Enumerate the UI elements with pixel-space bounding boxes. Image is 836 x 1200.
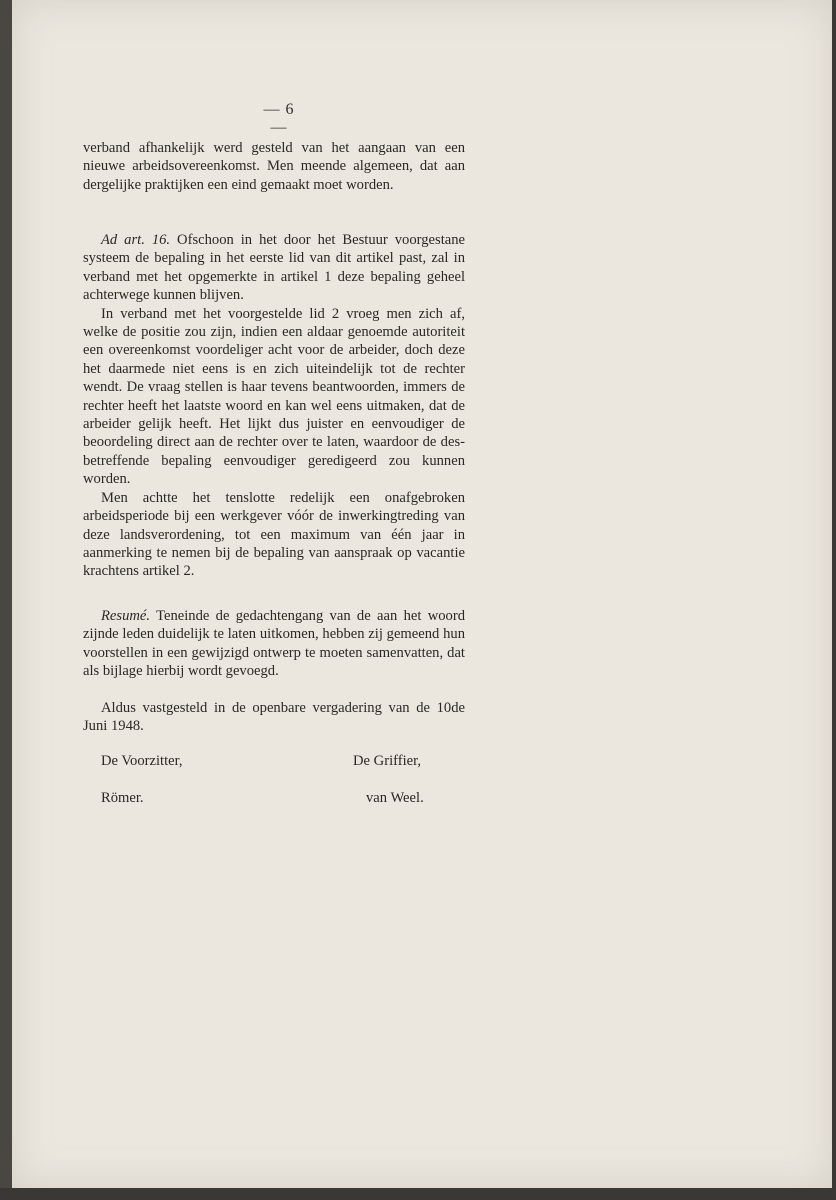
article-16-paragraph-1 (83, 231, 465, 305)
resume-text: Teneinde de gedachtengang van de aan het woord zijnde leden duidelijk te laten uitkomen, hebben zij gemeend hun voorstellen in een gewijzigd ontwerp te moeten samenvatten, dat als bijlage hierbij wordt gevoegd. (83, 608, 465, 680)
chairman-name: Römer. (101, 790, 144, 806)
continuation-paragraph: verband afhankelijk werd gesteld van het aangaan van een nieuwe arbeidsovereenkomst. Men meende algemeen, dat aan dergelijke praktijken een eind gemaakt moet worden. (83, 140, 465, 193)
continuation-block (83, 139, 465, 194)
article-16-paragraph-3: Men achtte het tenslotte redelijk een onafgebroken arbeidsperiode bij een werkgever vóór de inwerkingtreding van deze landsverordening, tot een maximum van één jaar in aanmerking te nemen bij de bepaling van aanspraak op vacantie krachtens artikel 2. (83, 489, 465, 580)
article-16-heading: Ad art. 16. (101, 232, 171, 248)
article-16-text-1: Ofschoon in het door het Bestuur voorgestane systeem de bepaling in het eerste lid van dit artikel past, zal in verband met het opgemerkte in artikel 1 deze bepaling geheel achterwege kunnen blijven. (83, 232, 466, 304)
page-number: — 6 — (263, 101, 295, 136)
resume-block (83, 607, 465, 681)
article-16-paragraph-2: In verband met het voorgestelde lid 2 vroeg men zich af, welke de positie zou zijn, indien een aldaar genoemde autoriteit een overeenkomst voordeliger acht voor de arbeider, doch deze het daarmede niet eens is en zich uiteindelijk tot de rechter wendt. De vraag stellen is haar tevens beantwoorden, immers de rechter heeft het laatste woord en kan wel eens uitmaken, dat de arbeider gelijk heeft. Het lijkt dus juister en eenvoudiger de beoordeling direct aan de rechter over te laten, waardoor de desbetreffende bepaling eenvoudiger geredigeerd zou kunnen worden. (83, 305, 465, 488)
closing-block (83, 699, 465, 736)
scan-edge-bottom (0, 1188, 836, 1200)
clerk-name: van Weel. (366, 790, 424, 806)
closing-paragraph: Aldus vastgesteld in de openbare vergadering van de 10de Juni 1948. (83, 700, 465, 735)
article-16-block (83, 231, 465, 581)
resume-paragraph (83, 607, 465, 681)
chairman-title: De Voorzitter, (101, 753, 183, 769)
resume-heading: Resumé. (101, 608, 151, 624)
scan-edge-left (0, 0, 12, 1200)
clerk-title: De Griffier, (353, 753, 422, 769)
